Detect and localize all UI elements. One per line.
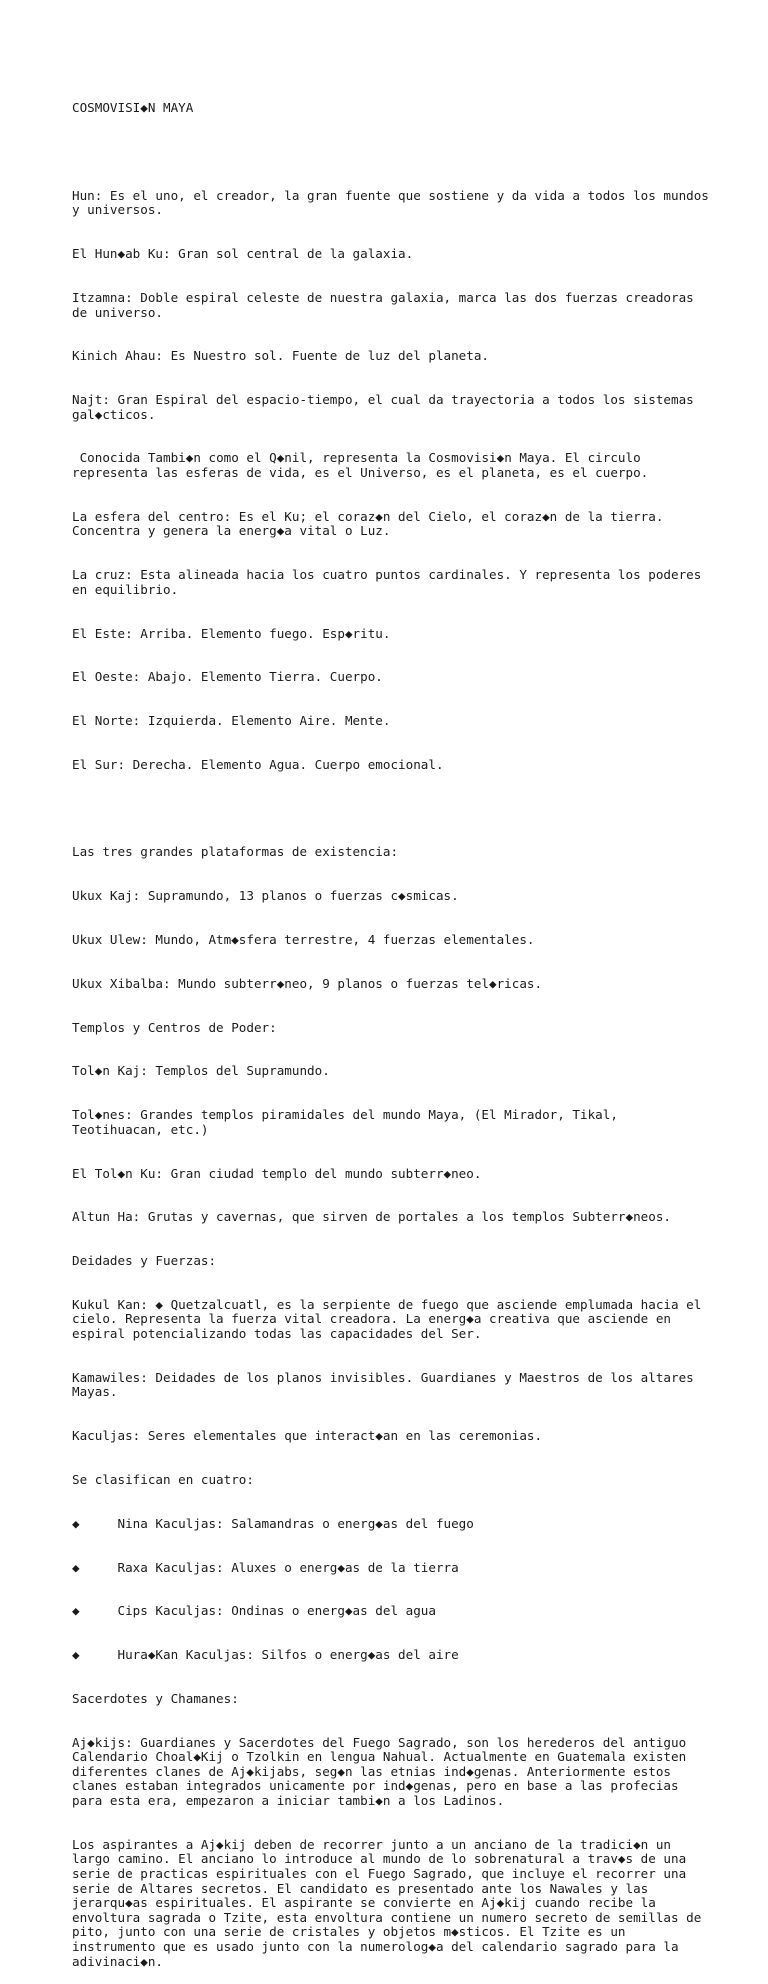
text-line: Itzamna: Doble espiral celeste de nuestra galaxia, marca las dos fuerzas creadoras de universo. [72, 289, 702, 320]
text-line: La cruz: Esta alineada hacia los cuatro puntos cardinales. Y representa los poderes en equilibrio. [72, 567, 709, 597]
text-line: Conocida Tambi◆n como el Q◆nil, representa la Cosmovisi◆n Maya. El circulo representa las esferas de vida, es el Universo, es el planeta, es el cuerpo. [72, 450, 649, 481]
text-line: Ukux Kaj: Supramundo, 13 planos o fuerzas c◆smicas. [72, 888, 459, 904]
text-line [72, 145, 712, 160]
text-line: El Tol◆n Ku: Gran ciudad templo del mundo subterr◆neo. [72, 1165, 482, 1181]
bullet-item: ◆ Raxa Kaculjas: Aluxes o energ◆as de la tierra [72, 1559, 459, 1575]
text-line: El Sur: Derecha. Elemento Agua. Cuerpo emocional. [72, 756, 444, 772]
bullet-item: Se clasifican en cuatro: [72, 1472, 254, 1487]
text-line: El Este: Arriba. Elemento fuego. Esp◆ritu. [72, 625, 391, 641]
document-title: COSMOVISI◆N MAYA [72, 100, 194, 116]
text-line: Hun: Es el uno, el creador, la gran fuente que sostiene y da vida a todos los mundos y universos. [72, 187, 717, 218]
text-line: Sacerdotes y Chamanes: [72, 1690, 239, 1706]
text-line: Ukux Xibalba: Mundo subterr◆neo, 9 planos o fuerzas tel◆ricas. [72, 975, 543, 991]
text-line: Ukux Ulew: Mundo, Atm◆sfera terrestre, 4 fuerzas elementales. [72, 932, 535, 948]
text-line: Tol◆nes: Grandes templos piramidales del mundo Maya, (El Mirador, Tikal, Teotihuacan, etc.) [72, 1107, 626, 1137]
text-line [72, 802, 712, 817]
bullet-item: ◆ Nina Kaculjas: Salamandras o energ◆as del fuego [72, 1515, 474, 1531]
text-line: Tol◆n Kaj: Templos del Supramundo. [72, 1063, 330, 1079]
text-line: El Hun◆ab Ku: Gran sol central de la galaxia. [72, 246, 414, 262]
text-line: El Norte: Izquierda. Elemento Aire. Mente. [72, 713, 391, 729]
text-line: Los aspirantes a Aj◆kij deben de recorrer junto a un anciano de la tradici◆n un largo camino. El anciano lo introduce al mundo de lo sobrenatural a trav◆s de una serie de practicas espirituales con el Fuego Sagrado, que incluye el recorrer una serie de Altares secretos. El candidato es presentado ante los Nawales y las jerarqu◆as espirituales. El aspirante se convierte en Aj◆kij cuando recibe la envoltura sagrada o Tzite, esta envoltura contiene un numero secreto de semillas de pito, junto con una serie de cristales y objetos m◆sticos. El Tzite es un instrumento que es usado junto con la numerolog◆a del calendario sagrado para la adivinaci◆n. [72, 1836, 709, 1969]
text-line: Najt: Gran Espiral del espacio-tiempo, el cual da trayectoria a todos los sistemas gal◆cticos. [72, 392, 702, 422]
text-line: Las tres grandes plataformas de existencia: [72, 844, 399, 860]
text-line: Templos y Centros de Poder: [72, 1019, 277, 1035]
text-line: ◆ Hura◆Kan Kaculjas: Silfos o energ◆as del aire [72, 1647, 459, 1663]
text-line: La esfera del centro: Es el Ku; el coraz◆n del Cielo, el coraz◆n de la tierra. Concentra y genera la energ◆a vital o Luz. [72, 508, 671, 539]
text-line: El Oeste: Abajo. Elemento Tierra. Cuerpo. [72, 669, 383, 685]
text-line: Kinich Ahau: Es Nuestro sol. Fuente de luz del planeta. [72, 348, 490, 364]
text-line: Deidades y Fuerzas: [72, 1253, 217, 1269]
text-line: Kukul Kan: ◆ Quetzalcuatl, es la serpiente de fuego que asciende emplumada hacia el cielo. Representa la fuerza vital creadora. La energ◆a creativa que asciende en espiral potencializando todas las capacidades del Ser. [72, 1296, 709, 1342]
document-body [72, 72, 717, 1984]
bullet-item: ◆ Cips Kaculjas: Ondinas o energ◆as del agua [72, 1603, 436, 1619]
text-line: Kaculjas: Seres elementales que interact◆an en las ceremonias. [72, 1428, 543, 1444]
text-line: Altun Ha: Grutas y cavernas, que sirven de portales a los templos Subterr◆neos. [72, 1209, 671, 1225]
text-line: Kamawiles: Deidades de los planos invisibles. Guardianes y Maestros de los altares Mayas. [72, 1369, 702, 1400]
text-line: Aj◆kijs: Guardianes y Sacerdotes del Fuego Sagrado, son los herederos del antiguo Calendario Choal◆Kij o Tzolkin en lengua Nahual. Actualmente en Guatemala existen diferentes clanes de Aj◆kijabs, seg◆n las etnias ind◆genas. Anteriormente estos clanes estaban integrados unicamente por ind◆genas, pero en base a las profecias para esta era, empezaron a iniciar tambi◆n a los Ladinos. [72, 1734, 694, 1809]
